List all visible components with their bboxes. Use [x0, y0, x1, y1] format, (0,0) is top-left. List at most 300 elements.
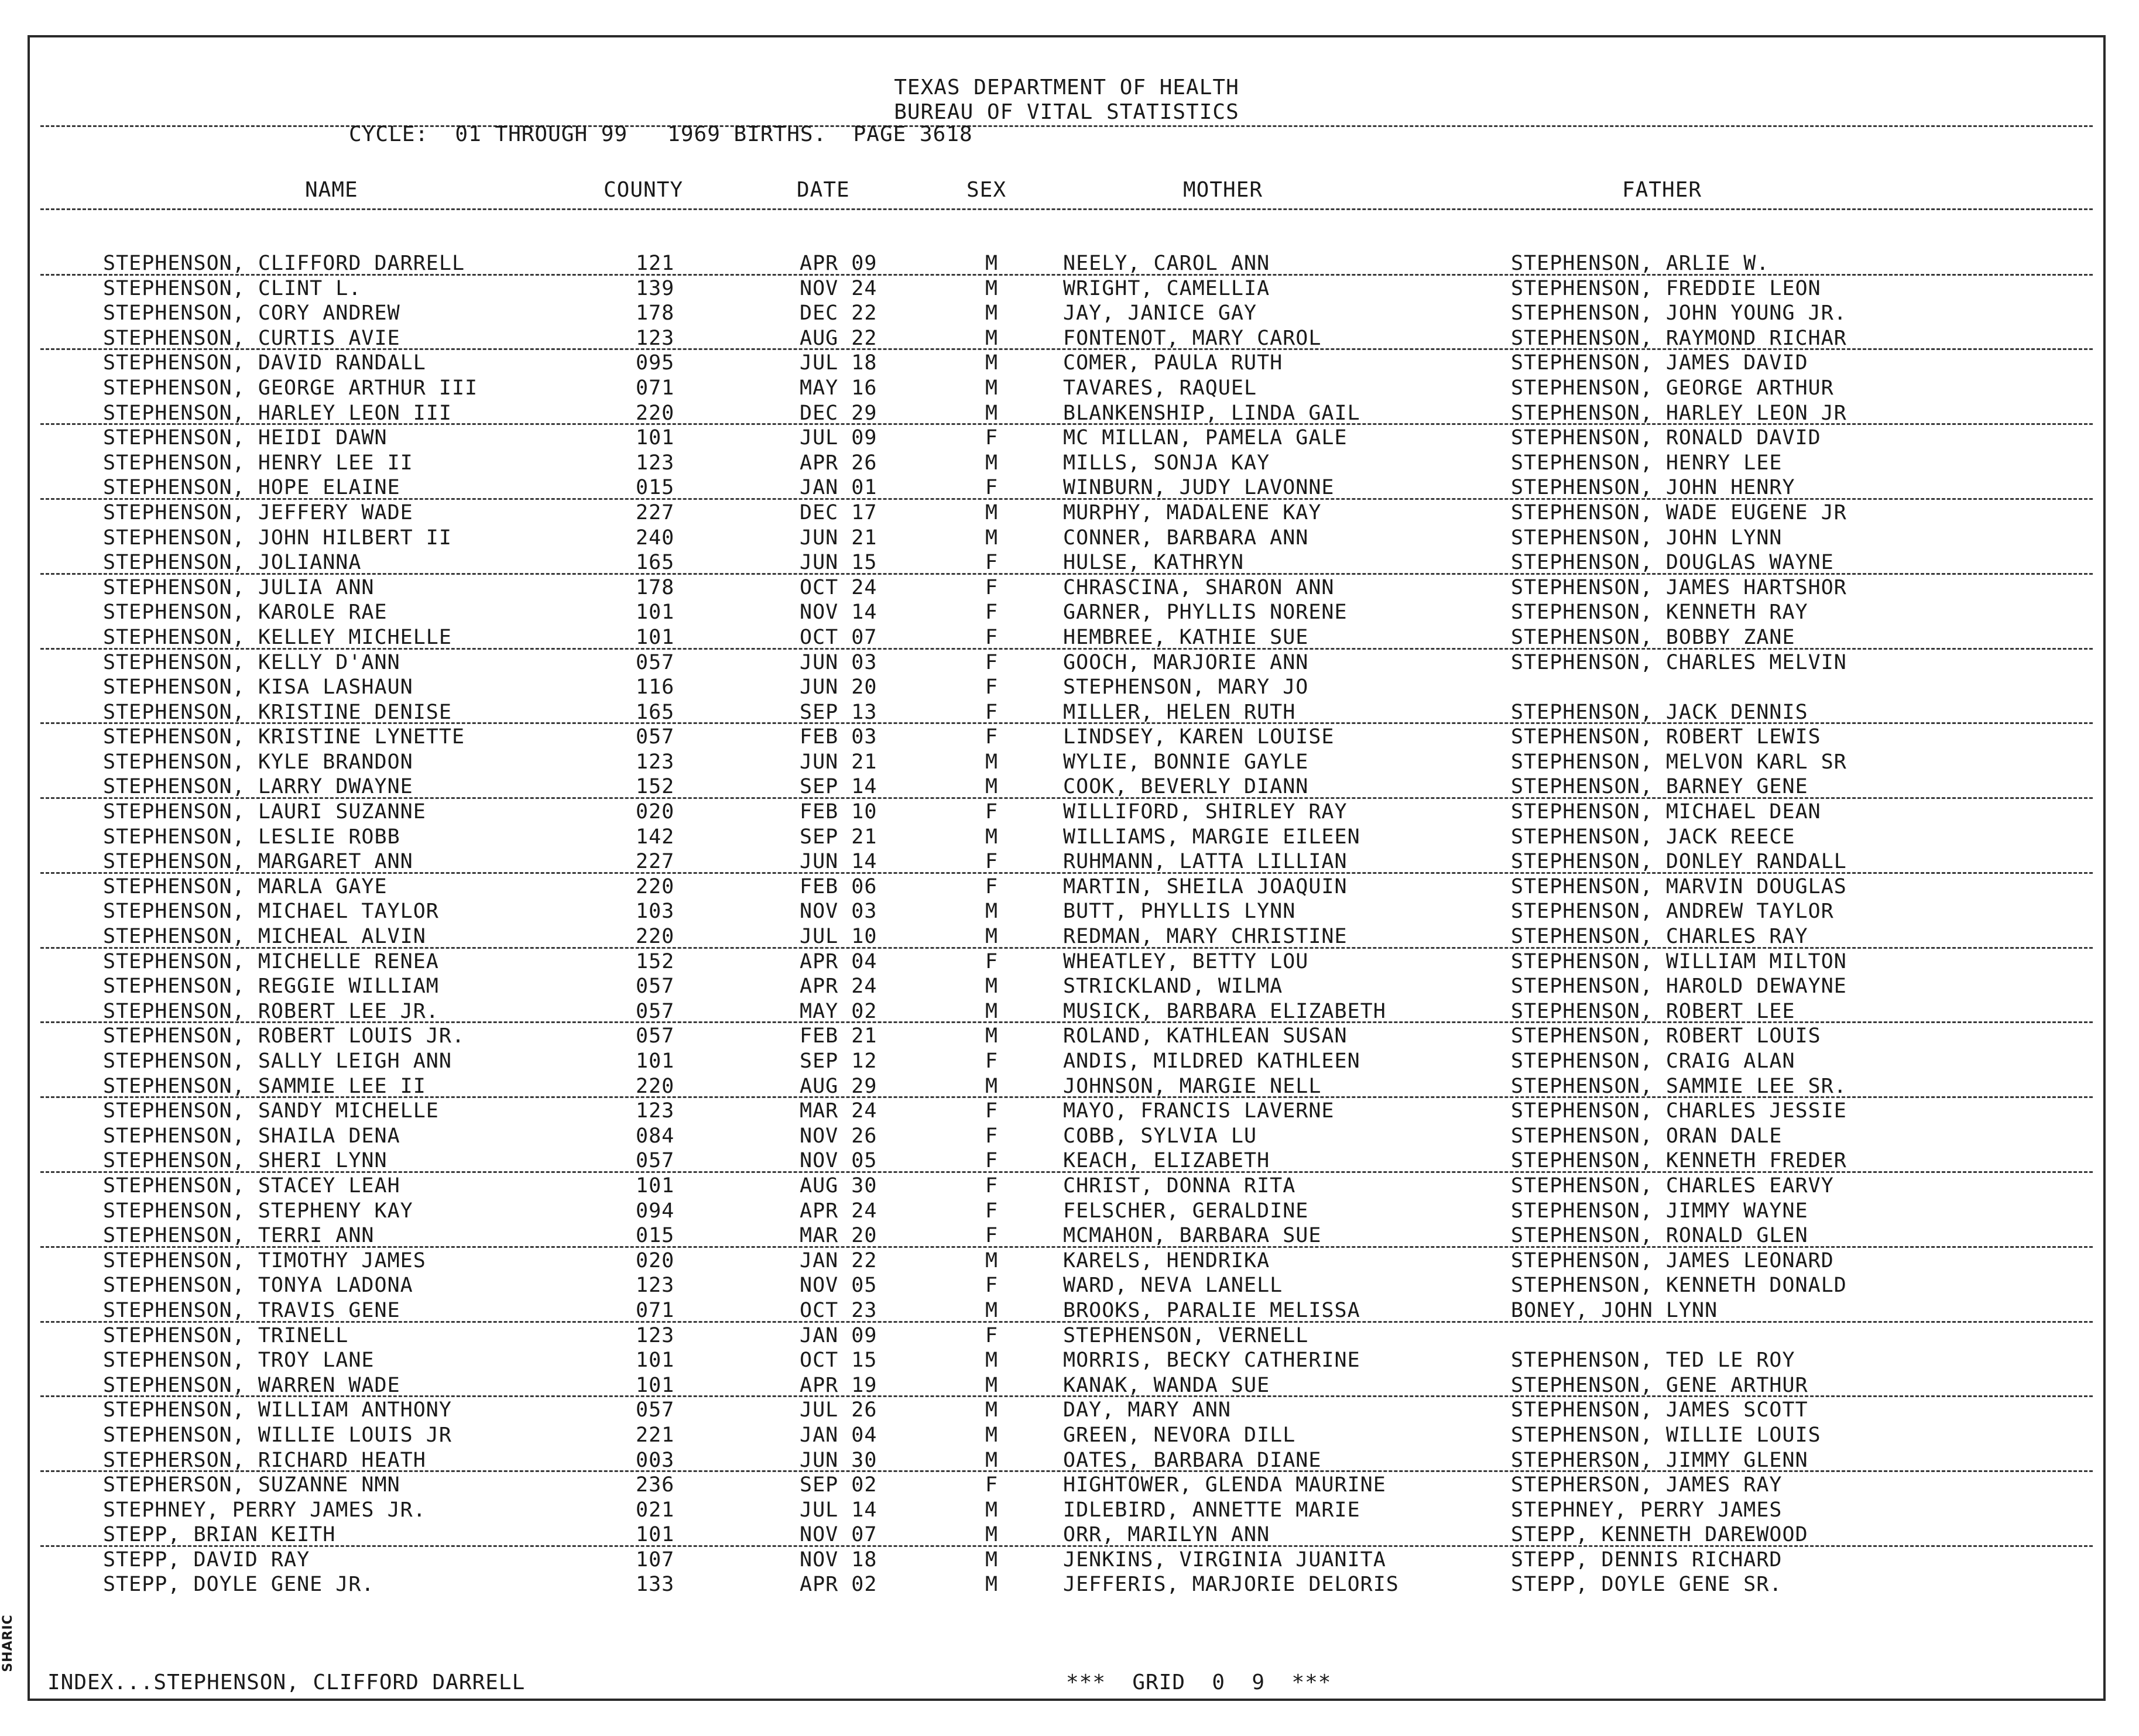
cell-father: STEPHENSON, WILLIAM MILTON	[1511, 949, 1847, 973]
cell-sex: M	[985, 750, 999, 774]
cell-county: 236	[636, 1473, 675, 1497]
table-row	[30, 1148, 2103, 1174]
cell-county: 123	[636, 750, 675, 774]
cell-name: STEPHNEY, PERRY JAMES JR.	[103, 1498, 426, 1522]
cell-mother: OATES, BARBARA DIANE	[1063, 1448, 1322, 1472]
cell-father: STEPHENSON, TED LE ROY	[1511, 1349, 1795, 1373]
cell-sex: F	[985, 1199, 999, 1223]
cell-name: STEPHENSON, MARGARET ANN	[103, 850, 413, 874]
cell-sex: F	[985, 551, 999, 575]
cell-name: STEPHENSON, CLINT L.	[103, 276, 362, 300]
cell-name: STEPHENSON, LAURI SUZANNE	[103, 800, 426, 824]
cell-name: STEPHENSON, KELLY D'ANN	[103, 650, 400, 674]
cell-father: STEPHENSON, RAYMOND RICHAR	[1511, 326, 1847, 350]
cell-county: 240	[636, 526, 675, 550]
cell-county: 021	[636, 1498, 675, 1522]
table-row	[30, 725, 2103, 750]
cell-mother: CHRASCINA, SHARON ANN	[1063, 575, 1335, 599]
cell-name: STEPHENSON, WILLIAM ANTHONY	[103, 1398, 452, 1422]
cell-name: STEPHENSON, MICHEAL ALVIN	[103, 925, 426, 949]
cell-county: 165	[636, 700, 675, 724]
cell-county: 139	[636, 276, 675, 300]
table-row	[30, 999, 2103, 1024]
cell-date: AUG 30	[800, 1174, 877, 1198]
cell-mother: BROOKS, PARALIE MELISSA	[1063, 1298, 1360, 1322]
cell-sex: M	[985, 999, 999, 1023]
cell-father: STEPP, DOYLE GENE SR.	[1511, 1573, 1782, 1597]
table-row	[30, 475, 2103, 500]
cell-father: STEPHENSON, JIMMY WAYNE	[1511, 1199, 1808, 1223]
cell-county: 020	[636, 800, 675, 824]
cell-date: APR 24	[800, 975, 877, 999]
cell-name: STEPHENSON, STEPHENY KAY	[103, 1199, 413, 1223]
cell-name: STEPHENSON, HEIDI DAWN	[103, 426, 388, 450]
cell-mother: WYLIE, BONNIE GAYLE	[1063, 750, 1309, 774]
cell-date: JAN 04	[800, 1423, 877, 1447]
table-row	[30, 376, 2103, 401]
cell-father: STEPHENSON, CHARLES RAY	[1511, 925, 1808, 949]
cell-sex: F	[985, 675, 999, 699]
cell-county: 220	[636, 874, 675, 898]
cell-father: STEPHENSON, ARLIE W.	[1511, 252, 1770, 275]
cell-father: STEPHNEY, PERRY JAMES	[1511, 1498, 1782, 1522]
cell-date: JUL 10	[800, 925, 877, 949]
cell-sex: M	[985, 925, 999, 949]
cell-date: SEP 13	[800, 700, 877, 724]
cell-date: NOV 05	[800, 1274, 877, 1298]
cell-father: STEPHENSON, BOBBY ZANE	[1511, 625, 1795, 649]
cell-mother: ROLAND, KATHLEAN SUSAN	[1063, 1024, 1348, 1048]
cell-county: 057	[636, 1149, 675, 1173]
birth-records-table	[30, 251, 2103, 1597]
table-row	[30, 1572, 2103, 1597]
cell-father: STEPHENSON, JAMES SCOTT	[1511, 1398, 1808, 1422]
cell-date: FEB 21	[800, 1024, 877, 1048]
cell-mother: NEELY, CAROL ANN	[1063, 252, 1270, 275]
cell-name: STEPHENSON, MICHAEL TAYLOR	[103, 900, 439, 924]
table-row	[30, 1248, 2103, 1274]
cell-date: MAR 20	[800, 1224, 877, 1248]
cell-name: STEPHENSON, HOPE ELAINE	[103, 476, 400, 500]
cell-mother: COMER, PAULA RUTH	[1063, 351, 1283, 375]
cell-sex: M	[985, 276, 999, 300]
cell-father: STEPHERSON, JAMES RAY	[1511, 1473, 1782, 1497]
table-row	[30, 1373, 2103, 1398]
column-header-sex: SEX	[966, 178, 1007, 202]
table-row	[30, 251, 2103, 276]
cell-mother: IDLEBIRD, ANNETTE MARIE	[1063, 1498, 1360, 1522]
cell-sex: M	[985, 1024, 999, 1048]
cell-sex: M	[985, 825, 999, 849]
cell-county: 057	[636, 975, 675, 999]
cell-name: STEPHENSON, KRISTINE DENISE	[103, 700, 452, 724]
cell-mother: MILLS, SONJA KAY	[1063, 451, 1270, 475]
cell-sex: M	[985, 1248, 999, 1272]
cell-father: STEPHENSON, WADE EUGENE JR	[1511, 500, 1847, 524]
header-rule	[40, 125, 2093, 127]
column-header-mother: MOTHER	[1183, 178, 1263, 202]
table-row	[30, 899, 2103, 924]
table-row	[30, 1548, 2103, 1573]
cell-mother: GREEN, NEVORA DILL	[1063, 1423, 1296, 1447]
cell-father: STEPHENSON, MICHAEL DEAN	[1511, 800, 1821, 824]
cell-sex: M	[985, 500, 999, 524]
cell-date: JUL 09	[800, 426, 877, 450]
cell-county: 103	[636, 900, 675, 924]
cell-county: 057	[636, 999, 675, 1023]
cell-county: 057	[636, 725, 675, 749]
cell-father: STEPHENSON, HENRY LEE	[1511, 451, 1782, 475]
cell-name: STEPHERSON, RICHARD HEATH	[103, 1448, 426, 1472]
cell-sex: M	[985, 1573, 999, 1597]
cell-county: 121	[636, 252, 675, 275]
cell-date: SEP 12	[800, 1049, 877, 1073]
table-row	[30, 401, 2103, 426]
cell-county: 220	[636, 1074, 675, 1098]
cell-county: 178	[636, 301, 675, 325]
cell-county: 227	[636, 850, 675, 874]
cell-name: STEPHENSON, JEFFERY WADE	[103, 500, 413, 524]
cell-name: STEPHENSON, DAVID RANDALL	[103, 351, 426, 375]
cell-name: STEPHENSON, GEORGE ARTHUR III	[103, 376, 478, 400]
cell-county: 003	[636, 1448, 675, 1472]
cell-name: STEPP, DAVID RAY	[103, 1548, 310, 1572]
cell-sex: F	[985, 1224, 999, 1248]
cell-county: 227	[636, 500, 675, 524]
cell-date: JUN 20	[800, 675, 877, 699]
cell-sex: M	[985, 351, 999, 375]
cell-sex: F	[985, 476, 999, 500]
cell-date: OCT 15	[800, 1349, 877, 1373]
cell-sex: M	[985, 900, 999, 924]
cell-name: STEPHENSON, WARREN WADE	[103, 1373, 400, 1397]
cell-county: 116	[636, 675, 675, 699]
cell-mother: HEMBREE, KATHIE SUE	[1063, 625, 1309, 649]
cell-mother: CHRIST, DONNA RITA	[1063, 1174, 1296, 1198]
cell-date: NOV 03	[800, 900, 877, 924]
cell-mother: WILLIFORD, SHIRLEY RAY	[1063, 800, 1348, 824]
cell-sex: M	[985, 1523, 999, 1547]
cell-date: OCT 07	[800, 625, 877, 649]
cell-date: APR 24	[800, 1199, 877, 1223]
table-row	[30, 426, 2103, 451]
table-row	[30, 550, 2103, 575]
cell-mother: MAYO, FRANCIS LAVERNE	[1063, 1099, 1335, 1123]
cell-father: STEPHENSON, ORAN DALE	[1511, 1124, 1782, 1148]
table-row	[30, 500, 2103, 526]
cell-name: STEPHENSON, LARRY DWAYNE	[103, 775, 413, 799]
cell-sex: F	[985, 1124, 999, 1148]
cell-sex: M	[985, 1373, 999, 1397]
column-header-rule	[40, 208, 2093, 210]
cell-county: 123	[636, 326, 675, 350]
cell-county: 142	[636, 825, 675, 849]
cell-county: 107	[636, 1548, 675, 1572]
cell-sex: F	[985, 725, 999, 749]
cell-sex: F	[985, 1149, 999, 1173]
cell-father: STEPHENSON, HARLEY LEON JR	[1511, 401, 1847, 425]
cell-sex: M	[985, 401, 999, 425]
cell-sex: M	[985, 1349, 999, 1373]
cell-name: STEPHERSON, SUZANNE NMN	[103, 1473, 400, 1497]
cell-name: STEPHENSON, SALLY LEIGH ANN	[103, 1049, 452, 1073]
cell-date: AUG 29	[800, 1074, 877, 1098]
table-row	[30, 625, 2103, 650]
cell-father: STEPHENSON, DOUGLAS WAYNE	[1511, 551, 1834, 575]
cell-father: STEPHENSON, JACK REECE	[1511, 825, 1795, 849]
document-frame	[28, 35, 2106, 1701]
cell-mother: WINBURN, JUDY LAVONNE	[1063, 476, 1335, 500]
cell-date: JUN 15	[800, 551, 877, 575]
cell-date: NOV 05	[800, 1149, 877, 1173]
cell-father: STEPHENSON, HAROLD DEWAYNE	[1511, 975, 1847, 999]
table-row	[30, 1024, 2103, 1049]
table-row	[30, 750, 2103, 775]
bureau-title: BUREAU OF VITAL STATISTICS	[894, 100, 1239, 124]
cell-mother: REDMAN, MARY CHRISTINE	[1063, 925, 1348, 949]
table-row	[30, 600, 2103, 625]
cell-mother: MC MILLAN, PAMELA GALE	[1063, 426, 1348, 450]
cell-mother: STEPHENSON, VERNELL	[1063, 1323, 1309, 1347]
cell-father: BONEY, JOHN LYNN	[1511, 1298, 1718, 1322]
cell-date: OCT 23	[800, 1298, 877, 1322]
cell-county: 123	[636, 1099, 675, 1123]
cell-mother: MCMAHON, BARBARA SUE	[1063, 1224, 1322, 1248]
cell-county: 101	[636, 1349, 675, 1373]
cell-mother: STRICKLAND, WILMA	[1063, 975, 1283, 999]
cell-county: 152	[636, 775, 675, 799]
cell-county: 101	[636, 601, 675, 625]
table-row	[30, 1099, 2103, 1124]
cell-mother: MURPHY, MADALENE KAY	[1063, 500, 1322, 524]
cell-sex: F	[985, 625, 999, 649]
cell-date: APR 19	[800, 1373, 877, 1397]
cell-date: SEP 14	[800, 775, 877, 799]
cell-father: STEPHENSON, JAMES LEONARD	[1511, 1248, 1834, 1272]
index-footer: INDEX...STEPHENSON, CLIFFORD DARRELL	[47, 1670, 526, 1694]
cell-sex: M	[985, 1448, 999, 1472]
cell-county: 133	[636, 1573, 675, 1597]
cell-sex: F	[985, 650, 999, 674]
cell-father: STEPHENSON, JACK DENNIS	[1511, 700, 1808, 724]
table-row	[30, 1323, 2103, 1349]
cell-name: STEPHENSON, TRINELL	[103, 1323, 349, 1347]
cell-name: STEPHENSON, SHERI LYNN	[103, 1149, 388, 1173]
cell-sex: F	[985, 1473, 999, 1497]
cell-mother: ANDIS, MILDRED KATHLEEN	[1063, 1049, 1360, 1073]
column-header-county: COUNTY	[604, 178, 684, 202]
cell-mother: JEFFERIS, MARJORIE DELORIS	[1063, 1573, 1399, 1597]
cell-name: STEPHENSON, CORY ANDREW	[103, 301, 400, 325]
cell-sex: M	[985, 451, 999, 475]
cell-mother: COOK, BEVERLY DIANN	[1063, 775, 1309, 799]
table-row	[30, 1398, 2103, 1423]
cell-date: JUN 21	[800, 750, 877, 774]
table-row	[30, 924, 2103, 949]
cell-father: STEPHENSON, WILLIE LOUIS	[1511, 1423, 1821, 1447]
grid-footer: *** GRID 0 9 ***	[1066, 1670, 1332, 1694]
cell-name: STEPHENSON, JULIA ANN	[103, 575, 375, 599]
cell-date: JUN 14	[800, 850, 877, 874]
cell-date: MAY 02	[800, 999, 877, 1023]
table-row	[30, 1473, 2103, 1498]
cell-father: STEPP, DENNIS RICHARD	[1511, 1548, 1782, 1572]
cell-date: APR 02	[800, 1573, 877, 1597]
table-row	[30, 1498, 2103, 1523]
cell-date: JUN 03	[800, 650, 877, 674]
side-mark: SHARIC	[0, 1614, 15, 1672]
cell-father: STEPHENSON, ROBERT LEE	[1511, 999, 1795, 1023]
cell-father: STEPHENSON, SAMMIE LEE SR.	[1511, 1074, 1847, 1098]
cell-county: 220	[636, 925, 675, 949]
cell-mother: MILLER, HELEN RUTH	[1063, 700, 1296, 724]
cell-father: STEPHENSON, CHARLES JESSIE	[1511, 1099, 1847, 1123]
cell-father: STEPHENSON, DONLEY RANDALL	[1511, 850, 1847, 874]
table-row	[30, 825, 2103, 850]
cell-county: 221	[636, 1423, 675, 1447]
cell-sex: F	[985, 1174, 999, 1198]
cell-date: APR 26	[800, 451, 877, 475]
cell-father: STEPHENSON, ANDREW TAYLOR	[1511, 900, 1834, 924]
cell-name: STEPHENSON, KRISTINE LYNETTE	[103, 725, 465, 749]
cell-county: 071	[636, 376, 675, 400]
cell-county: 071	[636, 1298, 675, 1322]
cell-name: STEPHENSON, HENRY LEE II	[103, 451, 413, 475]
cell-name: STEPHENSON, KELLEY MICHELLE	[103, 625, 452, 649]
column-header-father: FATHER	[1622, 178, 1702, 202]
cell-name: STEPHENSON, CURTIS AVIE	[103, 326, 400, 350]
table-row	[30, 1199, 2103, 1224]
cell-name: STEPHENSON, SANDY MICHELLE	[103, 1099, 439, 1123]
table-row	[30, 800, 2103, 825]
cell-date: JAN 01	[800, 476, 877, 500]
cell-county: 101	[636, 1523, 675, 1547]
cell-mother: TAVARES, RAQUEL	[1063, 376, 1257, 400]
cell-county: 057	[636, 650, 675, 674]
cell-father: STEPHENSON, ROBERT LOUIS	[1511, 1024, 1821, 1048]
cell-mother: JENKINS, VIRGINIA JUANITA	[1063, 1548, 1386, 1572]
cell-father: STEPHENSON, GEORGE ARTHUR	[1511, 376, 1834, 400]
cell-county: 220	[636, 401, 675, 425]
cell-father: STEPHENSON, ROBERT LEWIS	[1511, 725, 1821, 749]
table-row	[30, 351, 2103, 376]
cell-county: 015	[636, 476, 675, 500]
cell-father: STEPHENSON, JOHN YOUNG JR.	[1511, 301, 1847, 325]
cell-sex: F	[985, 1274, 999, 1298]
cell-county: 165	[636, 551, 675, 575]
cell-name: STEPHENSON, SAMMIE LEE II	[103, 1074, 426, 1098]
cell-father: STEPHENSON, CHARLES EARVY	[1511, 1174, 1834, 1198]
cell-county: 095	[636, 351, 675, 375]
cell-father: STEPHENSON, JAMES DAVID	[1511, 351, 1808, 375]
cell-mother: KANAK, WANDA SUE	[1063, 1373, 1270, 1397]
cell-sex: M	[985, 1074, 999, 1098]
cell-date: JAN 22	[800, 1248, 877, 1272]
cell-sex: F	[985, 874, 999, 898]
cell-father: STEPHERSON, JIMMY GLENN	[1511, 1448, 1808, 1472]
table-row	[30, 774, 2103, 800]
cell-father: STEPHENSON, GENE ARTHUR	[1511, 1373, 1808, 1397]
cell-name: STEPP, BRIAN KEITH	[103, 1523, 336, 1547]
cell-county: 101	[636, 1174, 675, 1198]
cell-mother: MORRIS, BECKY CATHERINE	[1063, 1349, 1360, 1373]
cell-name: STEPHENSON, TROY LANE	[103, 1349, 375, 1373]
table-row	[30, 575, 2103, 601]
cell-father: STEPHENSON, JOHN LYNN	[1511, 526, 1782, 550]
cell-county: 094	[636, 1199, 675, 1223]
table-row	[30, 451, 2103, 476]
cell-mother: KARELS, HENDRIKA	[1063, 1248, 1270, 1272]
cell-sex: F	[985, 1099, 999, 1123]
table-row	[30, 276, 2103, 301]
cell-name: STEPHENSON, KAROLE RAE	[103, 601, 388, 625]
cell-county: 101	[636, 426, 675, 450]
cell-sex: M	[985, 376, 999, 400]
cell-date: SEP 21	[800, 825, 877, 849]
cell-sex: F	[985, 949, 999, 973]
cell-name: STEPHENSON, STACEY LEAH	[103, 1174, 400, 1198]
cell-county: 020	[636, 1248, 675, 1272]
cell-name: STEPHENSON, TRAVIS GENE	[103, 1298, 400, 1322]
cell-father: STEPHENSON, CHARLES MELVIN	[1511, 650, 1847, 674]
cell-mother: JAY, JANICE GAY	[1063, 301, 1257, 325]
cell-mother: DAY, MARY ANN	[1063, 1398, 1231, 1422]
cell-date: JUL 18	[800, 351, 877, 375]
cell-date: NOV 24	[800, 276, 877, 300]
cell-name: STEPHENSON, MICHELLE RENEA	[103, 949, 439, 973]
cell-sex: M	[985, 326, 999, 350]
cell-name: STEPHENSON, CLIFFORD DARRELL	[103, 252, 465, 275]
cell-date: JUL 14	[800, 1498, 877, 1522]
report-header	[30, 76, 2103, 125]
table-row	[30, 1074, 2103, 1099]
table-row	[30, 700, 2103, 725]
cell-name: STEPHENSON, KISA LASHAUN	[103, 675, 413, 699]
cell-county: 057	[636, 1398, 675, 1422]
cell-father: STEPHENSON, MELVON KARL SR	[1511, 750, 1847, 774]
table-row	[30, 1273, 2103, 1298]
cell-sex: M	[985, 1498, 999, 1522]
cell-date: OCT 24	[800, 575, 877, 599]
cell-father: STEPHENSON, KENNETH RAY	[1511, 601, 1808, 625]
cell-mother: LINDSEY, KAREN LOUISE	[1063, 725, 1335, 749]
cell-date: JAN 09	[800, 1323, 877, 1347]
cell-father: STEPHENSON, FREDDIE LEON	[1511, 276, 1821, 300]
cell-mother: WARD, NEVA LANELL	[1063, 1274, 1283, 1298]
cell-mother: ORR, MARILYN ANN	[1063, 1523, 1270, 1547]
cell-mother: WHEATLEY, BETTY LOU	[1063, 949, 1309, 973]
cell-mother: HULSE, KATHRYN	[1063, 551, 1245, 575]
cell-sex: F	[985, 575, 999, 599]
cell-mother: COBB, SYLVIA LU	[1063, 1124, 1257, 1148]
cell-date: NOV 18	[800, 1548, 877, 1572]
table-row	[30, 1348, 2103, 1373]
cell-sex: F	[985, 1323, 999, 1347]
cell-sex: M	[985, 975, 999, 999]
cell-date: MAY 16	[800, 376, 877, 400]
table-row	[30, 974, 2103, 999]
cell-sex: M	[985, 1423, 999, 1447]
cell-mother: MARTIN, SHEILA JOAQUIN	[1063, 874, 1348, 898]
table-row	[30, 326, 2103, 351]
table-row	[30, 1522, 2103, 1548]
cell-father: STEPHENSON, JOHN HENRY	[1511, 476, 1795, 500]
cell-mother: GARNER, PHYLLIS NORENE	[1063, 601, 1348, 625]
cell-father: STEPHENSON, MARVIN DOUGLAS	[1511, 874, 1847, 898]
cell-sex: F	[985, 1049, 999, 1073]
cell-date: NOV 07	[800, 1523, 877, 1547]
cell-name: STEPHENSON, ROBERT LEE JR.	[103, 999, 439, 1023]
